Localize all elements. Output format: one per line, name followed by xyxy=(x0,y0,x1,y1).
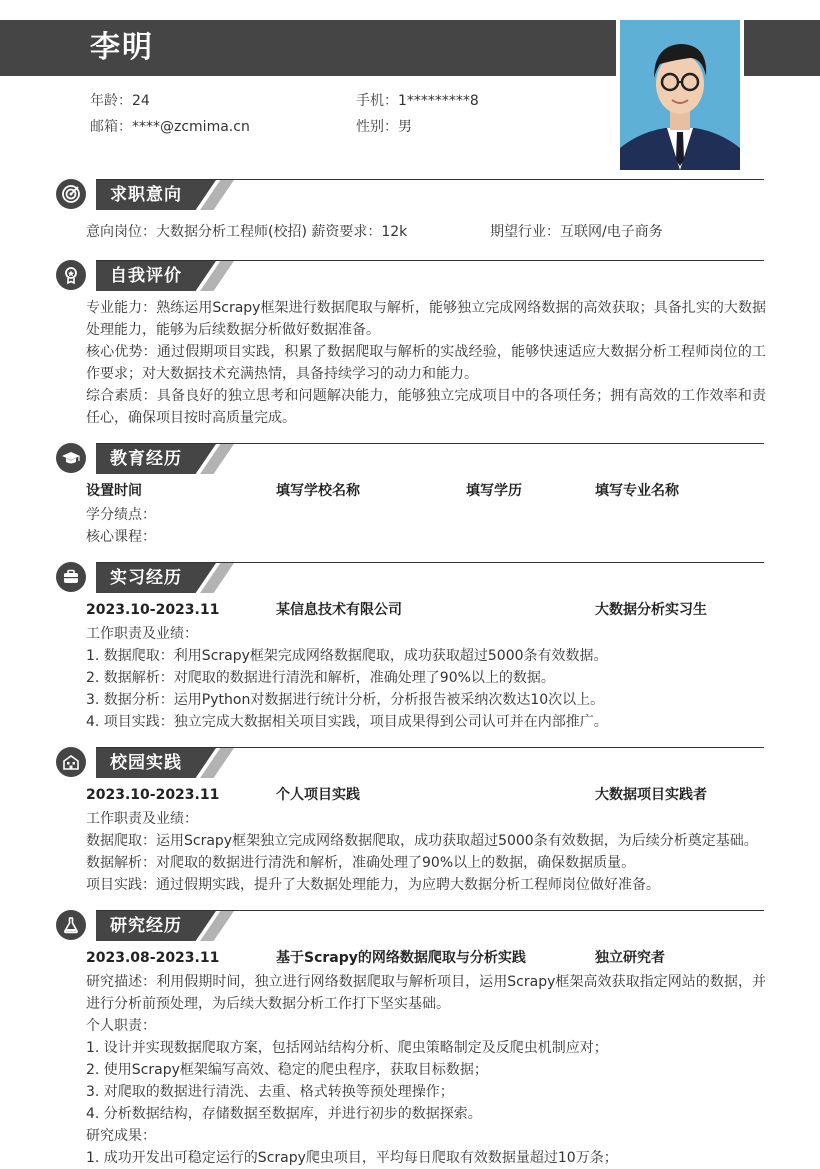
graduation-cap-icon xyxy=(56,443,86,473)
research-line: 3. 对爬取的数据进行清洗、去重、格式转换等预处理操作； xyxy=(86,1084,454,1100)
research-line: 研究成果： xyxy=(86,1128,156,1144)
campus-role: 大数据项目实践者 xyxy=(595,787,707,803)
phone-label: 手机： xyxy=(356,93,398,109)
education-time: 设置时间 xyxy=(86,483,142,499)
campus-line: 工作职责及业绩： xyxy=(86,811,198,827)
section-title-block xyxy=(96,911,236,941)
campus-line: 数据爬取：运用Scrapy框架独立完成网络数据爬取，成功获取超过5000条有效数据，为后续分析奠定基础。 xyxy=(86,833,758,849)
internship-role: 大数据分析实习生 xyxy=(595,602,707,618)
section-title: 教育经历 xyxy=(110,449,182,469)
internship-time: 2023.10-2023.11 xyxy=(86,602,220,618)
badge-icon xyxy=(56,260,86,290)
research-line: 1. 成功开发出可稳定运行的Scrapy爬虫项目，平均每日爬取有效数据量超过10万条； xyxy=(86,1150,618,1166)
research-time: 2023.08-2023.11 xyxy=(86,950,220,966)
research-description: 研究描述：利用假期时间，独立进行网络数据爬取与解析项目，运用Scrapy框架高效获取指定网站的数据，并进行分析前预处理，为后续大数据分析工作打下坚实基础。 xyxy=(86,974,766,1012)
section-title: 求职意向 xyxy=(110,185,182,205)
campus-line: 数据解析：对爬取的数据进行清洗和解析，准确处理了90%以上的数据，确保数据质量。 xyxy=(86,855,636,871)
education-courses: 核心课程： xyxy=(86,529,156,545)
section-title: 研究经历 xyxy=(110,916,182,936)
section-title-block xyxy=(96,180,236,210)
campus-time: 2023.10-2023.11 xyxy=(86,787,220,803)
age-value: 24 xyxy=(132,93,150,109)
section-title-block xyxy=(96,261,236,291)
gender-label: 性别： xyxy=(356,119,398,135)
email-row xyxy=(90,117,250,137)
section-title: 自我评价 xyxy=(110,266,182,286)
internship-line: 3. 数据分析：运用Python对数据进行统计分析，分析报告被采纳次数达10次以上。 xyxy=(86,692,605,708)
section-title-block xyxy=(96,444,236,474)
age-row xyxy=(90,91,150,111)
research-line: 1. 设计并实现数据爬取方案，包括网站结构分析、爬虫策略制定及反爬虫机制应对； xyxy=(86,1040,608,1056)
phone-value: 1*********8 xyxy=(398,93,479,109)
target-icon xyxy=(56,179,86,209)
header-bar-right xyxy=(744,20,820,76)
internship-company: 某信息技术有限公司 xyxy=(276,602,402,618)
building-icon xyxy=(56,747,86,777)
internship-line: 工作职责及业绩： xyxy=(86,626,198,642)
research-line: 4. 分析数据结构，存储数据至数据库，并进行初步的数据探索。 xyxy=(86,1106,482,1122)
section-title: 实习经历 xyxy=(110,568,182,588)
campus-line: 项目实践：通过假期实践，提升了大数据处理能力，为应聘大数据分析工程师岗位做好准备。 xyxy=(86,877,660,893)
internship-line: 1. 数据爬取：利用Scrapy框架完成网络数据爬取，成功获取超过5000条有效数据。 xyxy=(86,648,608,664)
section-title-block xyxy=(96,563,236,593)
internship-line: 2. 数据解析：对爬取的数据进行清洗和解析，准确处理了90%以上的数据。 xyxy=(86,670,555,686)
campus-org: 个人项目实践 xyxy=(276,787,360,803)
flask-icon xyxy=(56,910,86,940)
profile-photo xyxy=(620,20,740,170)
intent-position: 意向岗位：大数据分析工程师(校招) 薪资要求：12k xyxy=(86,224,408,240)
education-school: 填写学校名称 xyxy=(276,483,360,499)
candidate-name: 李明 xyxy=(90,30,154,65)
gender-row xyxy=(356,117,412,137)
research-role: 独立研究者 xyxy=(595,950,665,966)
self-eval-paragraph: 专业能力：熟练运用Scrapy框架进行数据爬取与解析，能够独立完成网络数据的高效获取；具备扎实的大数据处理能力，能够为后续数据分析做好数据准备。 xyxy=(86,300,766,338)
education-major: 填写专业名称 xyxy=(595,483,679,499)
self-eval-paragraph: 核心优势：通过假期项目实践，积累了数据爬取与解析的实战经验，能够快速适应大数据分析工程师岗位的工作要求；对大数据技术充满热情，具备持续学习的动力和能力。 xyxy=(86,344,766,382)
email-label: 邮箱： xyxy=(90,119,132,135)
intent-industry: 期望行业：互联网/电子商务 xyxy=(490,224,663,240)
briefcase-icon xyxy=(56,562,86,592)
section-title-block xyxy=(96,748,236,778)
education-gpa: 学分绩点： xyxy=(86,507,156,523)
self-eval-paragraph: 综合素质：具备良好的独立思考和问题解决能力，能够独立完成项目中的各项任务；拥有高效的工作效率和责任心，确保项目按时高质量完成。 xyxy=(86,388,766,426)
phone-row xyxy=(356,91,479,111)
research-project: 基于Scrapy的网络数据爬取与分析实践 xyxy=(276,950,526,966)
gender-value: 男 xyxy=(398,119,412,135)
research-line: 2. 使用Scrapy框架编写高效、稳定的爬虫程序，获取目标数据； xyxy=(86,1062,488,1078)
email-value: ****@zcmima.cn xyxy=(132,119,250,135)
internship-line: 4. 项目实践：独立完成大数据相关项目实践，项目成果得到公司认可并在内部推广。 xyxy=(86,714,608,730)
education-degree: 填写学历 xyxy=(466,483,522,499)
age-label: 年龄： xyxy=(90,93,132,109)
research-line: 个人职责： xyxy=(86,1018,156,1034)
section-title: 校园实践 xyxy=(110,753,182,773)
